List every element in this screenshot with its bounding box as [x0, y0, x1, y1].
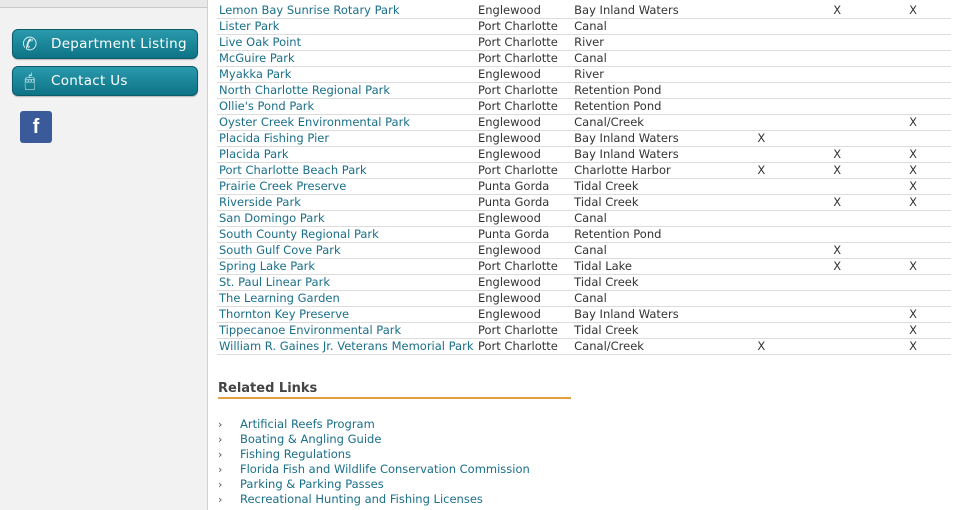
park-name-cell	[217, 51, 476, 67]
park-water-cell: Tidal Creek	[572, 195, 723, 211]
park-city-cell: Englewood	[476, 307, 572, 323]
park-mark-cell	[723, 35, 799, 51]
park-link[interactable]: Thornton Key Preserve	[219, 307, 350, 321]
park-mark-cell	[723, 67, 799, 83]
park-city-cell: Punta Gorda	[476, 227, 572, 243]
park-link[interactable]: Tippecanoe Environmental Park	[219, 323, 402, 337]
park-mark-cell	[723, 179, 799, 195]
related-links-list	[218, 417, 571, 507]
park-name-cell	[217, 275, 476, 291]
park-mark-cell	[875, 131, 951, 147]
facebook-letter: f	[32, 115, 40, 138]
park-water-cell: Charlotte Harbor	[572, 163, 723, 179]
park-mark-cell	[799, 99, 875, 115]
list-item	[218, 462, 571, 477]
park-mark-cell	[723, 243, 799, 259]
park-mark-cell	[723, 307, 799, 323]
park-mark-cell: X	[875, 323, 951, 339]
table-row	[217, 51, 951, 67]
park-mark-cell: X	[875, 339, 951, 355]
park-mark-cell	[875, 243, 951, 259]
park-water-cell: Canal	[572, 211, 723, 227]
park-city-cell: Englewood	[476, 67, 572, 83]
park-mark-cell: X	[799, 243, 875, 259]
park-mark-cell	[799, 51, 875, 67]
park-link[interactable]: San Domingo Park	[219, 211, 325, 225]
park-link[interactable]: Myakka Park	[219, 67, 292, 81]
table-row	[217, 19, 951, 35]
chevron-right-icon: ›	[218, 448, 223, 461]
park-city-cell: Port Charlotte	[476, 163, 572, 179]
park-link[interactable]: South County Regional Park	[219, 227, 379, 241]
park-link[interactable]: Prairie Creek Preserve	[219, 179, 347, 193]
park-mark-cell	[799, 211, 875, 227]
park-link[interactable]: North Charlotte Regional Park	[219, 83, 391, 97]
park-mark-cell	[799, 131, 875, 147]
table-row	[217, 99, 951, 115]
park-water-cell: River	[572, 67, 723, 83]
park-mark-cell	[799, 323, 875, 339]
park-name-cell	[217, 115, 476, 131]
park-water-cell: Canal/Creek	[572, 115, 723, 131]
parks-table	[217, 3, 951, 355]
table-row	[217, 147, 951, 163]
table-row	[217, 131, 951, 147]
park-mark-cell	[723, 323, 799, 339]
park-mark-cell: X	[723, 339, 799, 355]
park-mark-cell	[875, 67, 951, 83]
mouse-icon: 🖱	[24, 70, 36, 92]
park-mark-cell	[799, 227, 875, 243]
park-water-cell: Canal	[572, 51, 723, 67]
park-name-cell	[217, 3, 476, 19]
park-mark-cell: X	[723, 163, 799, 179]
park-city-cell: Englewood	[476, 131, 572, 147]
park-link[interactable]: South Gulf Cove Park	[219, 243, 341, 257]
park-link[interactable]: Ollie's Pond Park	[219, 99, 315, 113]
related-links-heading: Related Links	[218, 381, 571, 399]
park-mark-cell	[799, 275, 875, 291]
list-item	[218, 417, 571, 432]
park-name-cell	[217, 211, 476, 227]
chevron-right-icon: ›	[218, 463, 223, 476]
park-link[interactable]: Placida Fishing Pier	[219, 131, 330, 145]
table-row	[217, 83, 951, 99]
park-mark-cell	[723, 259, 799, 275]
park-city-cell: Port Charlotte	[476, 339, 572, 355]
related-link[interactable]: Recreational Hunting and Fishing Licenses	[240, 492, 483, 506]
park-name-cell	[217, 67, 476, 83]
park-name-cell	[217, 243, 476, 259]
table-row	[217, 243, 951, 259]
park-name-cell	[217, 339, 476, 355]
sidebar-top-bar	[0, 0, 207, 8]
park-mark-cell	[723, 227, 799, 243]
park-name-cell	[217, 35, 476, 51]
table-row	[217, 227, 951, 243]
contact-us-button[interactable]	[12, 66, 198, 96]
table-row	[217, 115, 951, 131]
park-link[interactable]: The Learning Garden	[219, 291, 340, 305]
park-mark-cell	[723, 19, 799, 35]
park-mark-cell	[723, 83, 799, 99]
park-water-cell: Retention Pond	[572, 227, 723, 243]
park-mark-cell: X	[723, 131, 799, 147]
park-mark-cell	[723, 51, 799, 67]
park-link[interactable]: Lister Park	[219, 19, 280, 33]
park-mark-cell: X	[799, 147, 875, 163]
park-link[interactable]: McGuire Park	[219, 51, 295, 65]
park-city-cell: Port Charlotte	[476, 99, 572, 115]
facebook-icon[interactable]	[20, 111, 52, 143]
park-mark-cell: X	[875, 259, 951, 275]
park-city-cell: Port Charlotte	[476, 35, 572, 51]
park-name-cell	[217, 323, 476, 339]
park-mark-cell	[723, 211, 799, 227]
park-name-cell	[217, 131, 476, 147]
park-link[interactable]: Riverside Park	[219, 195, 301, 209]
park-city-cell: Englewood	[476, 115, 572, 131]
park-mark-cell	[799, 115, 875, 131]
park-city-cell: Punta Gorda	[476, 179, 572, 195]
table-row	[217, 291, 951, 307]
park-water-cell: River	[572, 35, 723, 51]
park-mark-cell	[875, 227, 951, 243]
park-water-cell: Retention Pond	[572, 99, 723, 115]
park-mark-cell	[723, 195, 799, 211]
park-mark-cell	[875, 99, 951, 115]
list-item	[218, 447, 571, 462]
park-mark-cell: X	[799, 3, 875, 19]
related-link[interactable]: Parking & Parking Passes	[240, 477, 384, 491]
table-row	[217, 339, 951, 355]
park-city-cell: Port Charlotte	[476, 323, 572, 339]
table-row	[217, 211, 951, 227]
park-water-cell: Bay Inland Waters	[572, 3, 723, 19]
park-mark-cell	[799, 291, 875, 307]
park-city-cell: Englewood	[476, 275, 572, 291]
park-city-cell: Port Charlotte	[476, 83, 572, 99]
park-link[interactable]: Live Oak Point	[219, 35, 302, 49]
park-name-cell	[217, 259, 476, 275]
park-city-cell: Englewood	[476, 211, 572, 227]
chevron-right-icon: ›	[218, 478, 223, 491]
park-city-cell: Port Charlotte	[476, 51, 572, 67]
table-row	[217, 259, 951, 275]
table-row	[217, 179, 951, 195]
related-link[interactable]: Florida Fish and Wildlife Conservation Commission	[240, 462, 530, 476]
park-water-cell: Bay Inland Waters	[572, 307, 723, 323]
park-mark-cell	[723, 275, 799, 291]
park-mark-cell: X	[875, 147, 951, 163]
park-mark-cell: X	[799, 163, 875, 179]
park-mark-cell	[875, 83, 951, 99]
park-name-cell	[217, 291, 476, 307]
park-link[interactable]: Lemon Bay Sunrise Rotary Park	[219, 3, 400, 17]
related-link[interactable]: Boating & Angling Guide	[240, 432, 382, 446]
table-row	[217, 323, 951, 339]
park-name-cell	[217, 99, 476, 115]
related-link[interactable]: Artificial Reefs Program	[240, 417, 375, 431]
park-water-cell: Bay Inland Waters	[572, 147, 723, 163]
park-mark-cell	[799, 35, 875, 51]
park-mark-cell	[875, 275, 951, 291]
park-name-cell	[217, 163, 476, 179]
park-mark-cell	[799, 19, 875, 35]
park-city-cell: Port Charlotte	[476, 259, 572, 275]
contact-us-label: Contact Us	[51, 73, 128, 89]
park-name-cell	[217, 227, 476, 243]
park-name-cell	[217, 147, 476, 163]
table-row	[217, 35, 951, 51]
park-mark-cell: X	[799, 259, 875, 275]
park-mark-cell	[799, 67, 875, 83]
table-row	[217, 67, 951, 83]
park-mark-cell	[723, 99, 799, 115]
department-listing-label: Department Listing	[51, 36, 187, 52]
park-water-cell: Tidal Creek	[572, 323, 723, 339]
chevron-right-icon: ›	[218, 418, 223, 431]
park-mark-cell	[875, 211, 951, 227]
park-mark-cell	[875, 291, 951, 307]
park-mark-cell: X	[875, 3, 951, 19]
table-row	[217, 163, 951, 179]
park-mark-cell	[799, 179, 875, 195]
park-name-cell	[217, 195, 476, 211]
phone-icon: ✆	[22, 33, 38, 55]
park-link[interactable]: William R. Gaines Jr. Veterans Memorial Park	[219, 339, 474, 353]
chevron-right-icon: ›	[218, 493, 223, 506]
park-water-cell: Canal/Creek	[572, 339, 723, 355]
park-mark-cell: X	[875, 179, 951, 195]
park-water-cell: Canal	[572, 19, 723, 35]
park-mark-cell: X	[875, 307, 951, 323]
park-mark-cell	[723, 291, 799, 307]
park-link[interactable]: Port Charlotte Beach Park	[219, 163, 367, 177]
table-row	[217, 3, 951, 19]
park-link[interactable]: St. Paul Linear Park	[219, 275, 330, 289]
park-water-cell: Tidal Creek	[572, 275, 723, 291]
park-name-cell	[217, 83, 476, 99]
park-city-cell: Port Charlotte	[476, 19, 572, 35]
park-name-cell	[217, 19, 476, 35]
list-item	[218, 492, 571, 507]
park-mark-cell	[799, 307, 875, 323]
related-link[interactable]: Fishing Regulations	[240, 447, 352, 461]
table-row	[217, 195, 951, 211]
park-mark-cell: X	[799, 195, 875, 211]
park-mark-cell	[723, 3, 799, 19]
park-mark-cell	[875, 19, 951, 35]
park-mark-cell: X	[875, 115, 951, 131]
park-water-cell: Canal	[572, 291, 723, 307]
park-link[interactable]: Oyster Creek Environmental Park	[219, 115, 410, 129]
park-water-cell: Canal	[572, 243, 723, 259]
sidebar	[0, 0, 208, 510]
department-listing-button[interactable]	[12, 29, 198, 59]
park-water-cell: Bay Inland Waters	[572, 131, 723, 147]
park-city-cell: Englewood	[476, 3, 572, 19]
table-row	[217, 307, 951, 323]
list-item	[218, 432, 571, 447]
park-link[interactable]: Placida Park	[219, 147, 289, 161]
park-city-cell: Punta Gorda	[476, 195, 572, 211]
park-mark-cell: X	[875, 163, 951, 179]
park-mark-cell	[875, 51, 951, 67]
park-mark-cell	[723, 147, 799, 163]
park-name-cell	[217, 307, 476, 323]
park-city-cell: Englewood	[476, 291, 572, 307]
chevron-right-icon: ›	[218, 433, 223, 446]
list-item	[218, 477, 571, 492]
park-mark-cell	[799, 83, 875, 99]
park-mark-cell	[723, 115, 799, 131]
park-link[interactable]: Spring Lake Park	[219, 259, 316, 273]
park-water-cell: Tidal Creek	[572, 179, 723, 195]
park-mark-cell: X	[875, 195, 951, 211]
related-links-section	[218, 381, 571, 507]
park-city-cell: Englewood	[476, 243, 572, 259]
park-name-cell	[217, 179, 476, 195]
park-water-cell: Tidal Lake	[572, 259, 723, 275]
park-mark-cell	[875, 35, 951, 51]
park-water-cell: Retention Pond	[572, 83, 723, 99]
park-mark-cell	[799, 339, 875, 355]
table-row	[217, 275, 951, 291]
park-city-cell: Englewood	[476, 147, 572, 163]
